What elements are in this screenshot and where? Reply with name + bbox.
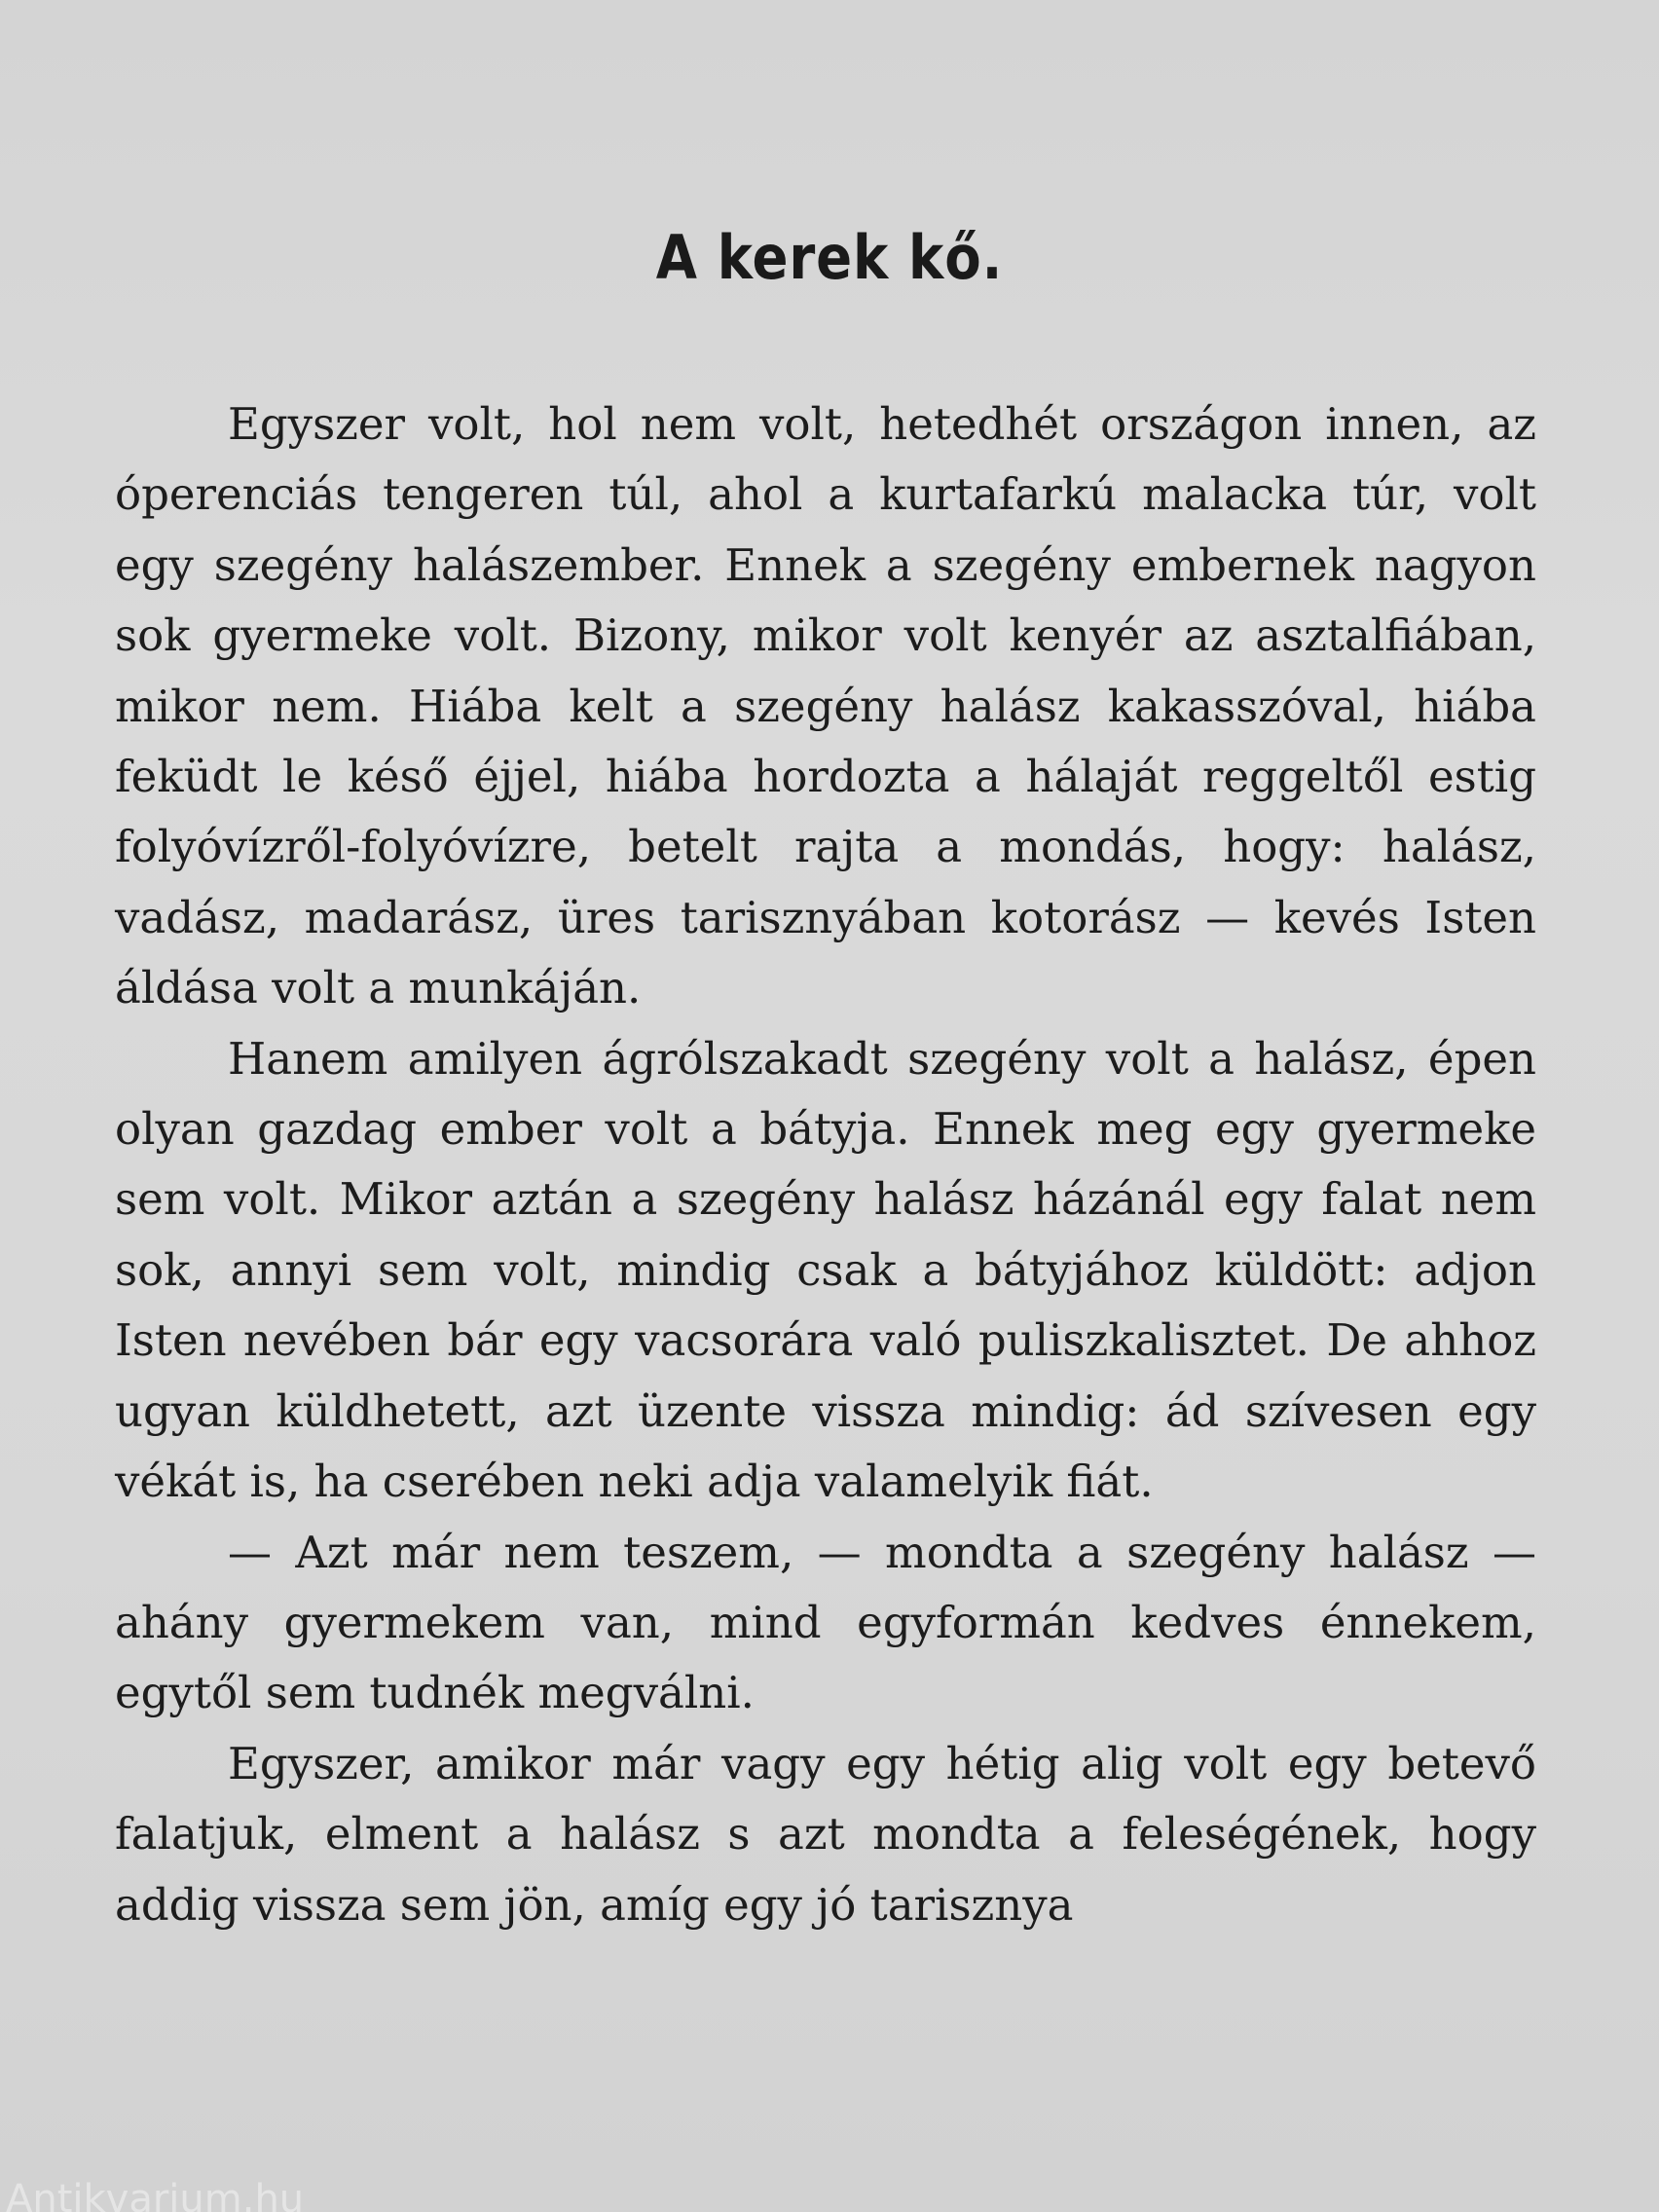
paragraph-1: Egyszer volt, hol nem volt, hetedhét országon innen, az óperenciás tengeren túl, ahol a kurtafarkú malacka túr, volt egy szegény halászember. Ennek a szegény embernek nagyon sok gyermeke volt. Bizony, mikor volt kenyér az asztalfiában, mikor nem. Hiába kelt a szegény halász kakasszóval, hiába feküdt le késő éjjel, hiába hordozta a hálaját reggeltől estig folyóvízről-folyóvízre, betelt rajta a mondás, hogy: halász, vadász, madarász, üres tarisznyában kotorász — kevés Isten áldása volt a munkáján. bbox=[115, 398, 1536, 1014]
paragraph-2: Hanem amilyen ágrólszakadt szegény volt a halász, épen olyan gazdag ember volt a bátyja. Ennek meg egy gyermeke sem volt. Mikor aztán a szegény halász házánál egy falat nem sok, annyi sem volt, mindig csak a bátyjához küldött: adjon Isten nevében bár egy vacsorára való puliszkalisztet. De ahhoz ugyan küldhetett, azt üzente vissza mindig: ád szívesen egy vékát is, ha cserében neki adja valamelyik fiát. bbox=[115, 1032, 1536, 1508]
chapter-title: A kerek kő. bbox=[655, 222, 1004, 293]
watermark: Antikvarium.hu bbox=[6, 2177, 305, 2212]
body-text bbox=[115, 389, 1536, 1940]
paragraph-3: — Azt már nem teszem, — mondta a szegény halász — ahány gyermekem van, mind egyformán kedves énnekem, egytől sem tudnék megválni. bbox=[115, 1526, 1536, 1719]
paragraph-4: Egyszer, amikor már vagy egy hétig alig volt egy betevő falatjuk, elment a halász s azt mondta a feleségének, hogy addig vissza sem jön, amíg egy jó tarisznya bbox=[115, 1737, 1536, 1931]
